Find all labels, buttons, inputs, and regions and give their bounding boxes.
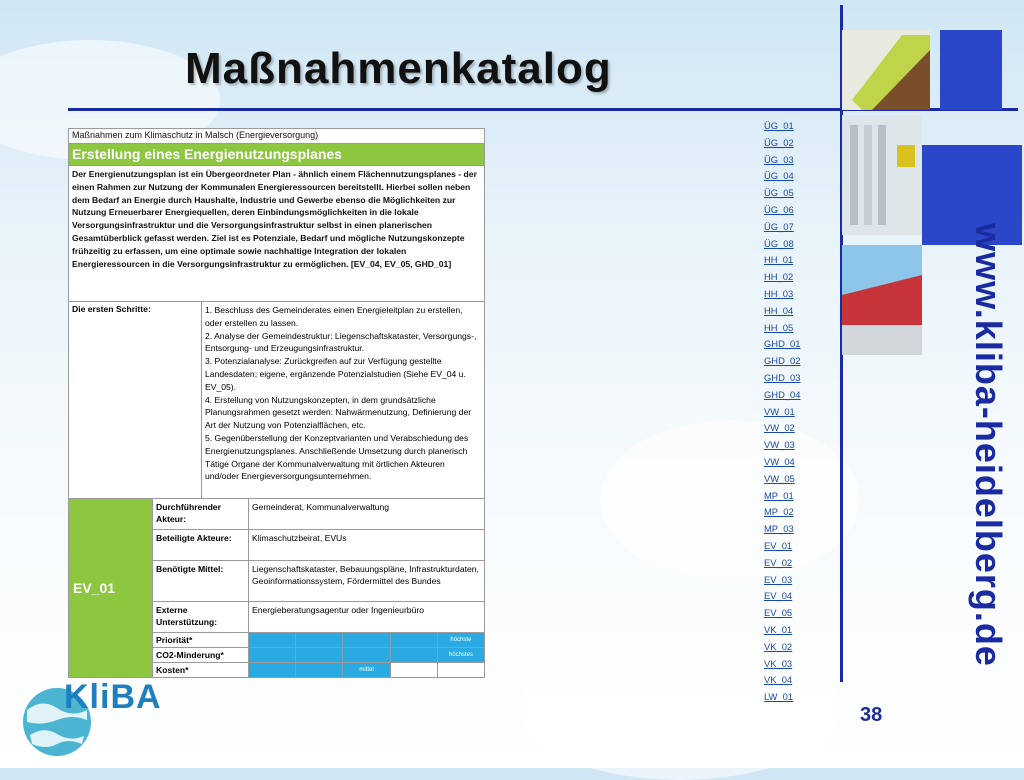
- rating-label: Kosten*: [153, 663, 249, 677]
- measure-link[interactable]: MP_02: [764, 506, 794, 518]
- page-number: 38: [860, 704, 883, 726]
- rating-cell: [249, 633, 296, 647]
- rating-cell: [249, 663, 296, 677]
- rating-row: [153, 663, 484, 677]
- rating-label: Priorität*: [153, 633, 249, 647]
- measure-link[interactable]: VK_04: [764, 674, 793, 686]
- measure-link[interactable]: MP_01: [764, 489, 794, 501]
- rating-cell: [296, 648, 343, 662]
- attr-row-beteiligte: [153, 530, 484, 561]
- measure-link[interactable]: GHD_04: [764, 388, 801, 400]
- logo-text: KliBA: [64, 678, 162, 716]
- measure-link[interactable]: ÜG_04: [764, 170, 794, 182]
- attr-row-durchfuehrender: [153, 499, 484, 530]
- rating-cell: [343, 648, 390, 662]
- rating-bar: [249, 648, 484, 662]
- measure-link[interactable]: GHD_02: [764, 355, 801, 367]
- measure-link[interactable]: EV_05: [764, 607, 793, 619]
- measure-link[interactable]: ÜG_07: [764, 220, 794, 232]
- attr-label: Durchführender Akteur:: [153, 499, 249, 529]
- measure-link[interactable]: GHD_03: [764, 371, 801, 383]
- rating-bar: [249, 633, 484, 647]
- rating-cell: [249, 648, 296, 662]
- attr-value: Gemeinderat, Kommunalverwaltung: [252, 502, 390, 512]
- sheet-caption: Maßnahmen zum Klimaschutz in Malsch (Energieversorgung): [69, 129, 484, 144]
- rating-cell: höchste: [438, 633, 484, 647]
- attr-row-extern: [153, 602, 484, 633]
- measure-link[interactable]: VW_04: [764, 455, 795, 467]
- measure-link[interactable]: ÜG_08: [764, 237, 794, 249]
- rating-cell: [391, 633, 438, 647]
- measure-link[interactable]: GHD_01: [764, 338, 801, 350]
- measure-sheet: [68, 128, 485, 678]
- rating-label: CO2-Minderung*: [153, 648, 249, 662]
- measure-link[interactable]: VK_03: [764, 657, 793, 669]
- measure-link[interactable]: VW_02: [764, 422, 795, 434]
- measure-link[interactable]: VW_05: [764, 472, 795, 484]
- rating-row: [153, 648, 484, 663]
- first-steps-text: 1. Beschluss des Gemeinderates einen Energieleitplan zu erstellen, oder erstellen zu lassen. 2. Analyse der Gemeindestruktur: Liegenschaftskataster, Versorgungs-, Entsorgung- und Erzeugungsinfrastruktur. 3. Potenzialanalyse: Zurückgreifen auf zur Verfügung gestellte Landesdaten; eigene, ergänzende Potenzialstudien (Siehe EV_04 u. EV_05). 4. Erstellung von Nutzungskonzepten, in dem grundsätzliche Planungsrahmen gesetzt werden: Nahwärmenutzung, Definierung der Art der Nutzung von Potenzialflächen, etc. 5. Gegenüberstellung der Konzeptvarianten und Verabschiedung des Energienutzungsplanes. Anschließende Umsetzung durch planerisch Tätige Organe der Kommunalverwaltung mit örtlichen Akteuren und/oder Energieversorgungsunternehmen.: [205, 305, 477, 482]
- rating-cell: [391, 648, 438, 662]
- first-steps-label: Die ersten Schritte:: [69, 302, 202, 498]
- measure-link[interactable]: HH_04: [764, 304, 794, 316]
- rating-cell: höchstes: [438, 648, 484, 662]
- sheet-header: Erstellung eines Energienutzungsplanes: [69, 144, 484, 166]
- attributes-block: [69, 499, 484, 677]
- measure-link[interactable]: ÜG_02: [764, 136, 794, 148]
- attr-row-mittel: [153, 561, 484, 602]
- rating-cell: [296, 663, 343, 677]
- attr-value: Liegenschaftskataster, Bebauungspläne, Infrastrukturdaten, Geoinformationssystem, Fördermittel des Bundes: [252, 564, 479, 586]
- rating-cell: mittel: [343, 663, 390, 677]
- measure-link[interactable]: VK_02: [764, 640, 793, 652]
- measure-link[interactable]: HH_03: [764, 287, 794, 299]
- measure-link[interactable]: HH_01: [764, 254, 794, 266]
- rating-cell: [391, 663, 438, 677]
- measure-code: EV_01: [69, 499, 153, 677]
- measure-link[interactable]: EV_04: [764, 590, 793, 602]
- attr-value: Klimaschutzbeirat, EVUs: [252, 533, 347, 543]
- attributes-table: [153, 499, 484, 677]
- measure-link[interactable]: MP_03: [764, 523, 794, 535]
- measure-description: Der Energienutzungsplan ist ein Übergeordneter Plan - ähnlich einem Flächennutzungsplanes - der einen Rahmen zur Nutzung der Kommunalen Energieressourcen bereitstellt. Hierbei sollen neben dem Bedarf an Energie durch Haushalte, Industrie und Gewerbe ebenso die Möglichkeiten zur Nutzung Erneuerbarer Energiequellen, deren Einbindungsmöglichkeiten in die lokale Versorgungsinfrastruktur und die Versorgungsinfrastruktur selbst in einen planerischen Gesamtüberblick gefasst werden. Ziel ist es Potenziale, Bedarf und mögliche Nutzungskonzepte frühzeitig zu erfassen, um eine optimale sowie nachhaltige Integration der lokalen Energieressourcen in die Versorgungsinfrastruktur zu ermöglichen. [EV_04, EV_05, GHD_01]: [69, 166, 484, 302]
- measure-link[interactable]: HH_05: [764, 321, 794, 333]
- measure-link[interactable]: VW_01: [764, 405, 795, 417]
- rating-cell: [438, 663, 484, 677]
- attr-label: Externe Unterstützung:: [153, 602, 249, 632]
- rating-bar: [249, 663, 484, 677]
- measure-link[interactable]: LW_01: [764, 691, 794, 703]
- measure-link[interactable]: VW_03: [764, 439, 795, 451]
- slide-title: Maßnahmenkatalog: [185, 44, 612, 93]
- measure-link[interactable]: ÜG_06: [764, 203, 794, 215]
- measure-link[interactable]: EV_02: [764, 556, 793, 568]
- measure-link[interactable]: EV_03: [764, 573, 793, 585]
- measure-link[interactable]: ÜG_05: [764, 187, 794, 199]
- attr-label: Beteiligte Akteure:: [153, 530, 249, 560]
- website-url[interactable]: www.kliba-heidelberg.de: [968, 223, 1009, 667]
- measure-link[interactable]: EV_01: [764, 539, 793, 551]
- rating-row: [153, 633, 484, 648]
- measure-link[interactable]: ÜG_03: [764, 153, 794, 165]
- rating-cell: [343, 633, 390, 647]
- attr-value: Energieberatungsagentur oder Ingenieurbüro: [252, 605, 425, 615]
- first-steps-row: [69, 302, 484, 499]
- measure-link[interactable]: ÜG_01: [764, 120, 794, 131]
- rating-cell: [296, 633, 343, 647]
- measure-link-list: [764, 118, 834, 706]
- measure-link[interactable]: VK_01: [764, 623, 793, 635]
- measure-link[interactable]: HH_02: [764, 271, 794, 283]
- attr-label: Benötigte Mittel:: [153, 561, 249, 601]
